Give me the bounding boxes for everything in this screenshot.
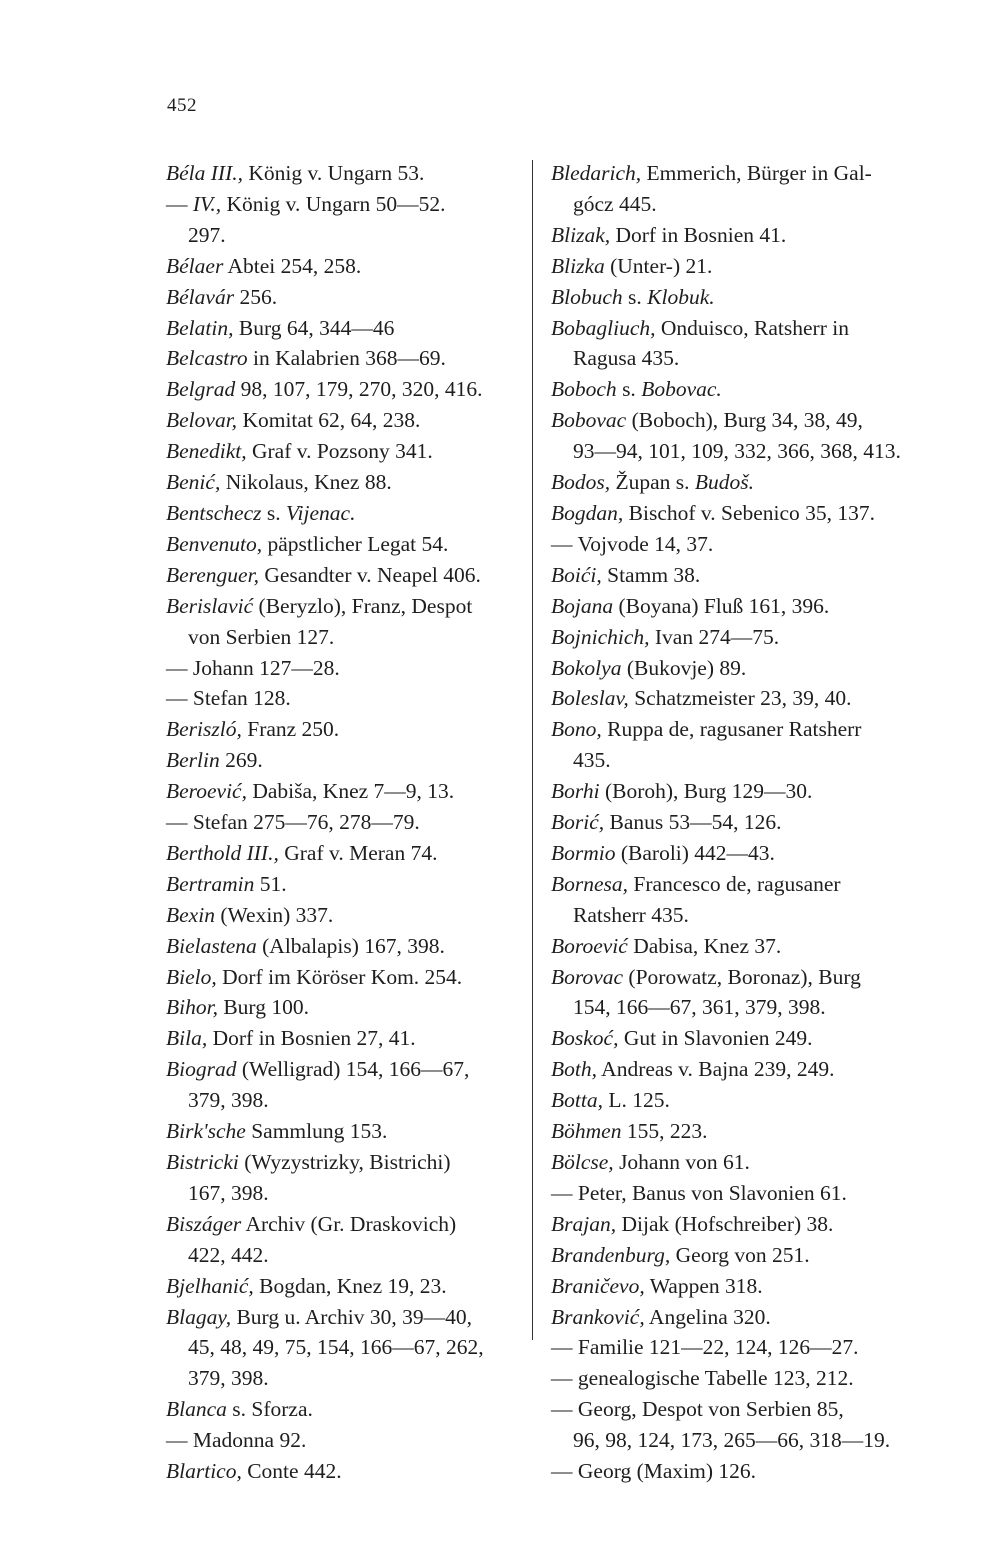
index-entry: [551, 282, 903, 313]
index-entry-text: Župan s.: [610, 470, 695, 495]
index-entry: [166, 313, 518, 344]
index-entry-text: Ruppa de, ragusaner Ratsherr: [601, 717, 862, 742]
index-entry-text: 155, 223.: [621, 1119, 708, 1144]
index-entry-text: — Vojvode 14, 37.: [551, 531, 714, 556]
index-entry-text: 435.: [573, 748, 611, 773]
index-entry-text: Graf v. Pozsony 341.: [246, 439, 433, 464]
index-entry-text: 422, 442.: [188, 1242, 269, 1267]
index-entry-text: König v. Ungarn 53.: [243, 161, 425, 185]
index-headword: Bornesa,: [551, 871, 629, 896]
index-entry: [166, 1116, 518, 1147]
index-headword: Braničevo,: [551, 1273, 645, 1298]
index-entry: [166, 591, 518, 622]
index-entry: [166, 374, 518, 405]
index-entry-text: Sammlung 153.: [245, 1119, 388, 1144]
index-entry-continuation: [551, 343, 903, 374]
index-entry: [551, 869, 903, 900]
index-entry: [166, 776, 518, 807]
index-headword: Bila,: [166, 1026, 208, 1051]
index-entry-text: Gut in Slavonien 249.: [618, 1026, 813, 1051]
index-entry-continuation: [166, 1085, 518, 1116]
index-entry-text: Banus 53—54, 126.: [604, 810, 782, 835]
index-entry: [551, 591, 903, 622]
index-headword: Bobovac.: [641, 377, 722, 402]
index-headword: Beroević,: [166, 779, 247, 804]
index-headword: Beriszló,: [166, 717, 242, 742]
index-entry: [166, 838, 518, 869]
index-entry-text: Georg von 251.: [670, 1242, 810, 1267]
index-entry-continuation: [551, 1425, 903, 1456]
index-headword: Biszáger: [166, 1211, 242, 1236]
index-entry-text: (Boboch), Burg 34, 38, 49,: [626, 408, 863, 433]
index-entry-text: (Unter-) 21.: [604, 253, 713, 278]
index-headword: Budoš.: [694, 470, 755, 495]
index-entry: [166, 1054, 518, 1085]
index-entry: [551, 1054, 903, 1085]
index-entry-text: s.: [622, 284, 648, 309]
index-headword: Belgrad: [166, 377, 236, 402]
index-headword: Bono,: [551, 717, 602, 742]
index-entry: [166, 529, 518, 560]
index-entry-text: 98, 107, 179, 270, 320, 416.: [235, 377, 483, 402]
index-headword: Boleslav,: [551, 686, 629, 711]
index-entry-continuation: [551, 189, 903, 220]
index-entry: [551, 374, 903, 405]
index-entry: [551, 653, 903, 684]
index-headword: Bobovac: [551, 408, 627, 433]
index-entry-text: Franz 250.: [241, 717, 340, 742]
index-entry: [166, 1394, 518, 1425]
index-entry: [166, 1425, 518, 1456]
index-headword: Borhi: [551, 779, 600, 804]
index-headword: Bihor,: [166, 995, 218, 1020]
index-entry-text: (Wexin) 337.: [214, 902, 334, 927]
page-number: 452: [167, 95, 197, 116]
index-headword: Bormio: [551, 840, 616, 865]
index-entry: [166, 1271, 518, 1302]
index-entry-text: Burg u. Archiv 30, 39—40,: [231, 1304, 472, 1329]
index-headword: Blizka: [551, 253, 605, 278]
index-entry-text: Archiv (Gr. Draskovich): [241, 1211, 457, 1236]
index-entry-continuation: [166, 1178, 518, 1209]
index-entry: [551, 622, 903, 653]
index-entry: [551, 1271, 903, 1302]
index-entry-text: gócz 445.: [573, 191, 657, 216]
index-entry: [166, 1456, 518, 1487]
index-entry-text: s.: [261, 500, 287, 525]
index-entry: [551, 714, 903, 745]
index-entry-text: (Baroli) 442—43.: [615, 840, 775, 865]
index-entry-text: — Stefan 128.: [166, 686, 291, 711]
index-entry-text: Andreas v. Bajna 239, 249.: [596, 1057, 835, 1082]
index-entry-continuation: [166, 220, 518, 251]
index-entry-text: — Georg, Despot von Serbien 85,: [551, 1397, 844, 1422]
index-headword: Bodos,: [551, 470, 611, 495]
index-headword: Boskoć,: [551, 1026, 619, 1051]
index-entry: [166, 992, 518, 1023]
index-entry-continuation: [551, 992, 903, 1023]
index-entry-text: 154, 166—67, 361, 379, 398.: [573, 995, 826, 1020]
index-headword: Boići,: [551, 562, 602, 587]
index-entry-text: Dorf in Bosnien 41.: [610, 222, 787, 247]
index-headword: Bjelhanić,: [166, 1273, 254, 1298]
index-entry: [166, 251, 518, 282]
index-entry: [551, 1302, 903, 1333]
index-headword: Brandenburg,: [551, 1242, 671, 1267]
index-entry: [166, 1302, 518, 1333]
index-entry: [551, 1085, 903, 1116]
index-headword: Bélaer: [166, 253, 224, 278]
index-entry: [551, 776, 903, 807]
index-entry: [551, 683, 903, 714]
index-entry: [551, 1363, 903, 1394]
index-entry: [166, 158, 518, 189]
index-headword: Blobuch: [551, 284, 623, 309]
index-entry-text: Ivan 274—75.: [649, 624, 780, 649]
index-entry: [551, 251, 903, 282]
index-entry: [551, 560, 903, 591]
index-entry-text: (Wyzystrizky, Bistrichi): [238, 1150, 451, 1174]
index-entry-continuation: [166, 1240, 518, 1271]
index-entry: [551, 1456, 903, 1487]
index-headword: Berlin: [166, 748, 220, 773]
index-headword: Benedikt,: [166, 439, 247, 464]
index-entry-text: Dabisa, Knez 37.: [627, 933, 782, 958]
index-entry: [166, 282, 518, 313]
index-headword: Bogdan,: [551, 500, 624, 525]
index-entry-text: von Serbien 127.: [188, 624, 335, 649]
index-headword: Boroević: [551, 933, 628, 958]
index-entry-continuation: [551, 900, 903, 931]
index-entry-text: s. Sforza.: [226, 1397, 313, 1422]
index-entry-text: Conte 442.: [241, 1459, 342, 1484]
index-entry-text: 379, 398.: [188, 1366, 269, 1391]
index-entry-text: — Familie 121—22, 124, 126—27.: [551, 1335, 859, 1360]
index-entry: [166, 962, 518, 993]
index-entry-text: —: [166, 191, 193, 216]
index-headword: Bobagliuch,: [551, 315, 656, 340]
index-headword: Vijenac.: [286, 500, 356, 525]
index-entry-text: 167, 398.: [188, 1180, 269, 1205]
index-entry-text: Ragusa 435.: [573, 346, 680, 371]
index-headword: Botta,: [551, 1088, 603, 1113]
index-headword: Berenguer,: [166, 562, 259, 587]
index-headword: Bledarich,: [551, 161, 642, 185]
index-entry: [551, 1116, 903, 1147]
index-entry: [551, 529, 903, 560]
index-entry: [551, 498, 903, 529]
index-entry-text: (Welligrad) 154, 166—67,: [236, 1057, 470, 1082]
index-entry-continuation: [166, 622, 518, 653]
index-entry-text: Dorf im Köröser Kom. 254.: [216, 964, 463, 989]
index-entry-text: Francesco de, ragusaner: [628, 871, 841, 896]
index-headword: Brajan,: [551, 1211, 617, 1236]
index-entry: [166, 714, 518, 745]
index-entry: [166, 807, 518, 838]
index-entry-text: Dorf in Bosnien 27, 41.: [207, 1026, 416, 1051]
index-entry-text: Angelina 320.: [644, 1304, 771, 1329]
index-entry-text: Gesandter v. Neapel 406.: [258, 562, 481, 587]
index-column-right: [551, 158, 903, 1487]
index-entry: [166, 869, 518, 900]
index-entry: [166, 653, 518, 684]
index-entry: [551, 467, 903, 498]
index-headword: IV.,: [192, 191, 222, 216]
index-headword: Béla III.,: [166, 161, 244, 185]
index-entry-text: (Porowatz, Boronaz), Burg: [623, 964, 861, 989]
index-entry-continuation: [166, 1332, 518, 1363]
index-headword: Branković,: [551, 1304, 645, 1329]
index-entry: [551, 1394, 903, 1425]
index-headword: Berislavić: [166, 593, 254, 618]
index-headword: Böhmen: [551, 1119, 622, 1144]
index-headword: Klobuk.: [647, 284, 715, 309]
index-entry-text: Ratsherr 435.: [573, 902, 689, 927]
index-entry-text: — Stefan 275—76, 278—79.: [166, 810, 420, 835]
index-entry-text: Dijak (Hofschreiber) 38.: [616, 1211, 834, 1236]
index-headword: Bielastena: [166, 933, 257, 958]
index-headword: Bölcse,: [551, 1150, 614, 1174]
index-entry-text: 269.: [219, 748, 263, 773]
index-entry-text: Graf v. Meran 74.: [278, 840, 438, 865]
index-headword: Bojana: [551, 593, 614, 618]
index-headword: Bertramin: [166, 871, 255, 896]
index-headword: Blizak,: [551, 222, 611, 247]
index-entry: [166, 745, 518, 776]
index-entry: [551, 158, 903, 189]
index-column-left: [166, 158, 518, 1487]
index-entry: [551, 313, 903, 344]
index-headword: Blagay,: [166, 1304, 232, 1329]
index-headword: Blanca: [166, 1397, 227, 1422]
index-entry-text: Bischof v. Sebenico 35, 137.: [623, 500, 876, 525]
index-headword: Biograd: [166, 1057, 237, 1082]
index-entry: [166, 1023, 518, 1054]
index-entry: [551, 807, 903, 838]
index-headword: Benić,: [166, 470, 221, 495]
index-entry-text: Nikolaus, Knez 88.: [220, 470, 392, 495]
index-entry-text: Bogdan, Knez 19, 23.: [253, 1273, 447, 1298]
index-entry: [166, 405, 518, 436]
index-entry-text: (Albalapis) 167, 398.: [256, 933, 445, 958]
index-entry: [551, 1240, 903, 1271]
index-entry: [551, 1147, 903, 1178]
index-entry-text: Wappen 318.: [644, 1273, 763, 1298]
index-headword: Belovar,: [166, 408, 238, 433]
index-headword: Birk'sche: [166, 1119, 246, 1144]
index-headword: Both,: [551, 1057, 597, 1082]
index-entry-text: L. 125.: [602, 1088, 670, 1113]
index-entry-text: — Georg (Maxim) 126.: [551, 1459, 757, 1484]
index-entry: [551, 931, 903, 962]
index-entry-text: König v. Ungarn 50—52.: [221, 191, 446, 216]
index-entry: [166, 436, 518, 467]
index-entry-text: Onduisco, Ratsherr in: [655, 315, 849, 340]
index-entry-text: 256.: [234, 284, 278, 309]
index-entry: [551, 220, 903, 251]
index-entry: [166, 931, 518, 962]
index-entry-text: (Beryzlo), Franz, Despot: [253, 593, 473, 618]
index-entry: [166, 1209, 518, 1240]
index-entry-text: — Peter, Banus von Slavonien 61.: [551, 1180, 847, 1205]
index-entry-text: — Madonna 92.: [166, 1428, 307, 1453]
index-entry: [166, 498, 518, 529]
index-entry-text: 93—94, 101, 109, 332, 366, 368, 413.: [573, 439, 901, 464]
index-entry-text: Burg 64, 344—46: [233, 315, 395, 340]
index-entry-text: (Bukovje) 89.: [621, 655, 747, 680]
index-headword: Bielo,: [166, 964, 217, 989]
index-entry: [551, 838, 903, 869]
index-headword: Blartico,: [166, 1459, 242, 1484]
index-entry-continuation: [166, 1363, 518, 1394]
index-entry: [166, 900, 518, 931]
index-entry-text: (Boroh), Burg 129—30.: [599, 779, 813, 804]
index-entry: [166, 1147, 518, 1178]
index-entry: [551, 1209, 903, 1240]
index-entry: [551, 1332, 903, 1363]
index-entry-text: (Boyana) Fluß 161, 396.: [613, 593, 830, 618]
index-headword: Belatin,: [166, 315, 234, 340]
index-entry-text: Komitat 62, 64, 238.: [237, 408, 421, 433]
index-headword: Borić,: [551, 810, 605, 835]
index-entry: [166, 683, 518, 714]
index-headword: Borovac: [551, 964, 624, 989]
index-entry-text: — genealogische Tabelle 123, 212.: [551, 1366, 854, 1391]
index-headword: Bokolya: [551, 655, 622, 680]
index-entry-text: Burg 100.: [217, 995, 309, 1020]
column-divider: [532, 160, 533, 1340]
index-entry-text: 297.: [188, 222, 226, 247]
index-headword: Boboch: [551, 377, 617, 402]
index-entry: [166, 343, 518, 374]
index-entry: [551, 1023, 903, 1054]
index-entry-continuation: [551, 436, 903, 467]
index-entry-text: Dabiša, Knez 7—9, 13.: [246, 779, 455, 804]
index-headword: Bexin: [166, 902, 215, 927]
index-entry-text: 51.: [254, 871, 287, 896]
index-entry-text: 379, 398.: [188, 1088, 269, 1113]
index-entry-text: — Johann 127—28.: [166, 655, 340, 680]
index-entry: [166, 560, 518, 591]
index-headword: Benvenuto,: [166, 531, 263, 556]
index-entry: [551, 962, 903, 993]
index-headword: Bojnichich,: [551, 624, 650, 649]
index-entry: [166, 467, 518, 498]
index-entry-text: päpstlicher Legat 54.: [262, 531, 449, 556]
index-headword: Berthold III.,: [166, 840, 279, 865]
index-entry-text: Schatzmeister 23, 39, 40.: [628, 686, 852, 711]
index-entry-text: Stamm 38.: [601, 562, 701, 587]
index-headword: Bentschecz: [166, 500, 262, 525]
index-headword: Belcastro: [166, 346, 248, 371]
index-entry-text: Abtei 254, 258.: [223, 253, 362, 278]
index-entry-text: Emmerich, Bürger in Gal-: [641, 161, 872, 185]
index-entry-text: 96, 98, 124, 173, 265—66, 318—19.: [573, 1428, 891, 1453]
index-entry: [166, 189, 518, 220]
index-entry: [551, 1178, 903, 1209]
index-entry-continuation: [551, 745, 903, 776]
index-entry-text: s.: [616, 377, 642, 402]
index-entry: [551, 405, 903, 436]
index-entry-text: 45, 48, 49, 75, 154, 166—67, 262,: [188, 1335, 484, 1360]
index-entry-text: Johann von 61.: [613, 1150, 750, 1174]
index-entry-text: in Kalabrien 368—69.: [247, 346, 446, 371]
index-headword: Bélavár: [166, 284, 235, 309]
index-headword: Bistricki: [166, 1150, 239, 1174]
